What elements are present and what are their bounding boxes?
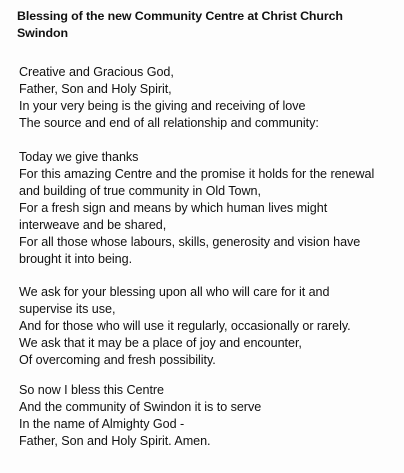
stanza-thanks	[19, 149, 401, 268]
text-line: Today we give thanks	[19, 150, 139, 164]
text-line: We ask that it may be a place of joy and encounter,	[19, 336, 302, 350]
title-line: Swindon	[17, 26, 68, 40]
text-line: In the name of Almighty God -	[19, 417, 185, 431]
text-line: And the community of Swindon it is to serve	[19, 400, 262, 414]
document-title	[17, 8, 397, 42]
text-line: interweave and be shared,	[19, 218, 167, 232]
text-line: Creative and Gracious God,	[19, 65, 174, 79]
text-line: supervise its use,	[19, 302, 116, 316]
text-line: Of overcoming and fresh possibility.	[19, 353, 216, 367]
text-line: For all those whose labours, skills, generosity and vision have	[19, 235, 361, 249]
text-line: For this amazing Centre and the promise it holds for the renewal	[19, 167, 375, 181]
text-line: Father, Son and Holy Spirit. Amen.	[19, 434, 211, 448]
text-line: The source and end of all relationship and community:	[19, 116, 319, 130]
text-line: We ask for your blessing upon all who will care for it and	[19, 285, 330, 299]
stanza-blessing-request	[19, 284, 401, 369]
stanza-closing-blessing	[19, 382, 401, 450]
text-line: In your very being is the giving and receiving of love	[19, 99, 306, 113]
text-line: So now I bless this Centre	[19, 383, 164, 397]
text-line: and building of true community in Old Town,	[19, 184, 261, 198]
text-line: Father, Son and Holy Spirit,	[19, 82, 172, 96]
text-line: brought it into being.	[19, 252, 133, 266]
title-line: Blessing of the new Community Centre at Christ Church	[17, 9, 343, 23]
text-line: For a fresh sign and means by which human lives might	[19, 201, 328, 215]
text-line: And for those who will use it regularly, occasionally or rarely.	[19, 319, 351, 333]
stanza-invocation	[19, 64, 401, 132]
